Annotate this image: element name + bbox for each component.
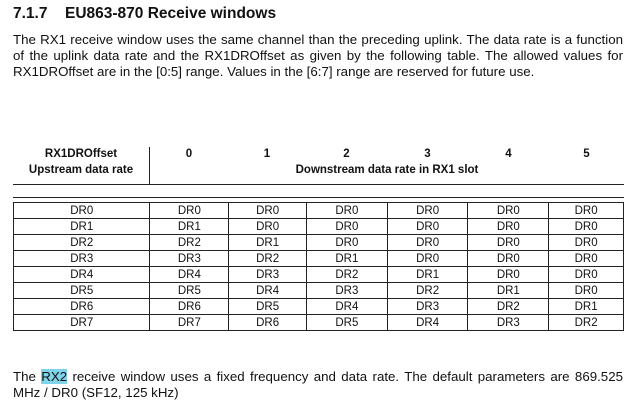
table-row	[14, 267, 624, 283]
downstream-rate-cell: DR2	[306, 267, 387, 283]
upstream-rate-cell: DR5	[14, 283, 150, 299]
downstream-rate-cell: DR6	[229, 315, 307, 331]
offset-header-1: 1	[263, 148, 271, 160]
header-rule-bottom	[13, 197, 624, 198]
downstream-rate-cell: DR0	[549, 267, 624, 283]
intro-paragraph: The RX1 receive window uses the same channel than the preceding uplink. The data rate is a function of the uplink data rate and the RX1DROffset as given by the following table. The allowed values for RX1DROffset are in the [0:5] range. Values in the [6:7] range are reserved for future use.	[13, 32, 623, 79]
downstream-rate-cell: DR0	[387, 219, 468, 235]
offset-header-5: 5	[583, 148, 590, 160]
downstream-rate-cell: DR0	[549, 203, 624, 219]
downstream-rate-cell: DR0	[549, 283, 624, 299]
downstream-rate-cell: DR1	[229, 235, 307, 251]
downstream-rate-cell: DR6	[150, 299, 229, 315]
downstream-rate-cell: DR1	[306, 251, 387, 267]
header-rx1droffset: RX1DROffset	[44, 148, 118, 160]
table-row	[14, 315, 624, 331]
downstream-rate-cell: DR0	[306, 235, 387, 251]
section-number: 7.1.7	[13, 5, 48, 22]
downstream-rate-cell: DR1	[549, 299, 624, 315]
downstream-rate-cell: DR1	[468, 283, 549, 299]
downstream-rate-cell: DR2	[229, 251, 307, 267]
rx2-text-after: receive window uses a fixed frequency and data rate. The default parameters are 869.525 MHz / DR0 (SF12, 125 kHz)	[13, 369, 623, 400]
downstream-rate-cell: DR0	[150, 203, 229, 219]
table-row	[14, 219, 624, 235]
table-row	[14, 283, 624, 299]
downstream-rate-cell: DR2	[549, 315, 624, 331]
header-upstream-data-rate: Upstream data rate	[28, 164, 134, 176]
downstream-rate-cell: DR0	[306, 219, 387, 235]
table-row	[14, 299, 624, 315]
downstream-rate-cell: DR4	[387, 315, 468, 331]
downstream-rate-cell: DR1	[150, 219, 229, 235]
upstream-rate-cell: DR2	[14, 235, 150, 251]
downstream-rate-cell: DR4	[229, 283, 307, 299]
downstream-rate-cell: DR0	[387, 251, 468, 267]
rx2-highlight: RX2	[41, 369, 68, 384]
downstream-rate-cell: DR3	[306, 283, 387, 299]
upstream-rate-cell: DR3	[14, 251, 150, 267]
downstream-rate-cell: DR2	[468, 299, 549, 315]
upstream-rate-cell: DR4	[14, 267, 150, 283]
downstream-rate-cell: DR0	[468, 203, 549, 219]
section-heading	[13, 5, 276, 23]
rx2-paragraph	[13, 369, 623, 401]
data-rate-table	[13, 202, 624, 331]
downstream-rate-cell: DR4	[150, 267, 229, 283]
offset-header-3: 3	[424, 148, 431, 160]
downstream-rate-cell: DR0	[549, 235, 624, 251]
downstream-rate-cell: DR3	[150, 251, 229, 267]
downstream-rate-cell: DR1	[387, 267, 468, 283]
section-title: EU863-870 Receive windows	[65, 5, 277, 22]
downstream-rate-cell: DR4	[306, 299, 387, 315]
downstream-rate-cell: DR3	[387, 299, 468, 315]
table-row	[14, 235, 624, 251]
upstream-rate-cell: DR7	[14, 315, 150, 331]
downstream-rate-cell: DR0	[549, 219, 624, 235]
downstream-rate-cell: DR0	[229, 219, 307, 235]
downstream-rate-cell: DR0	[306, 203, 387, 219]
downstream-rate-cell: DR0	[549, 251, 624, 267]
header-downstream-data-rate: Downstream data rate in RX1 slot	[295, 164, 479, 176]
upstream-rate-cell: DR6	[14, 299, 150, 315]
downstream-rate-cell: DR0	[387, 203, 468, 219]
downstream-rate-cell: DR2	[150, 235, 229, 251]
downstream-rate-cell: DR3	[468, 315, 549, 331]
downstream-rate-cell: DR5	[229, 299, 307, 315]
downstream-rate-cell: DR0	[387, 235, 468, 251]
header-rule-top	[13, 184, 624, 185]
table-row	[14, 203, 624, 219]
downstream-rate-cell: DR3	[229, 267, 307, 283]
downstream-rate-cell: DR0	[468, 235, 549, 251]
downstream-rate-cell: DR0	[468, 219, 549, 235]
downstream-rate-cell: DR5	[306, 315, 387, 331]
table-row	[14, 251, 624, 267]
offset-header-4: 4	[505, 148, 512, 160]
upstream-rate-cell: DR0	[14, 203, 150, 219]
downstream-rate-cell: DR0	[229, 203, 307, 219]
downstream-rate-cell: DR5	[150, 283, 229, 299]
offset-header-0: 0	[185, 148, 193, 160]
rx2-text-before: The	[13, 369, 42, 384]
downstream-rate-cell: DR0	[468, 251, 549, 267]
downstream-rate-cell: DR7	[150, 315, 229, 331]
downstream-rate-cell: DR0	[468, 267, 549, 283]
offset-header-2: 2	[343, 148, 350, 160]
upstream-rate-cell: DR1	[14, 219, 150, 235]
downstream-rate-cell: DR2	[387, 283, 468, 299]
